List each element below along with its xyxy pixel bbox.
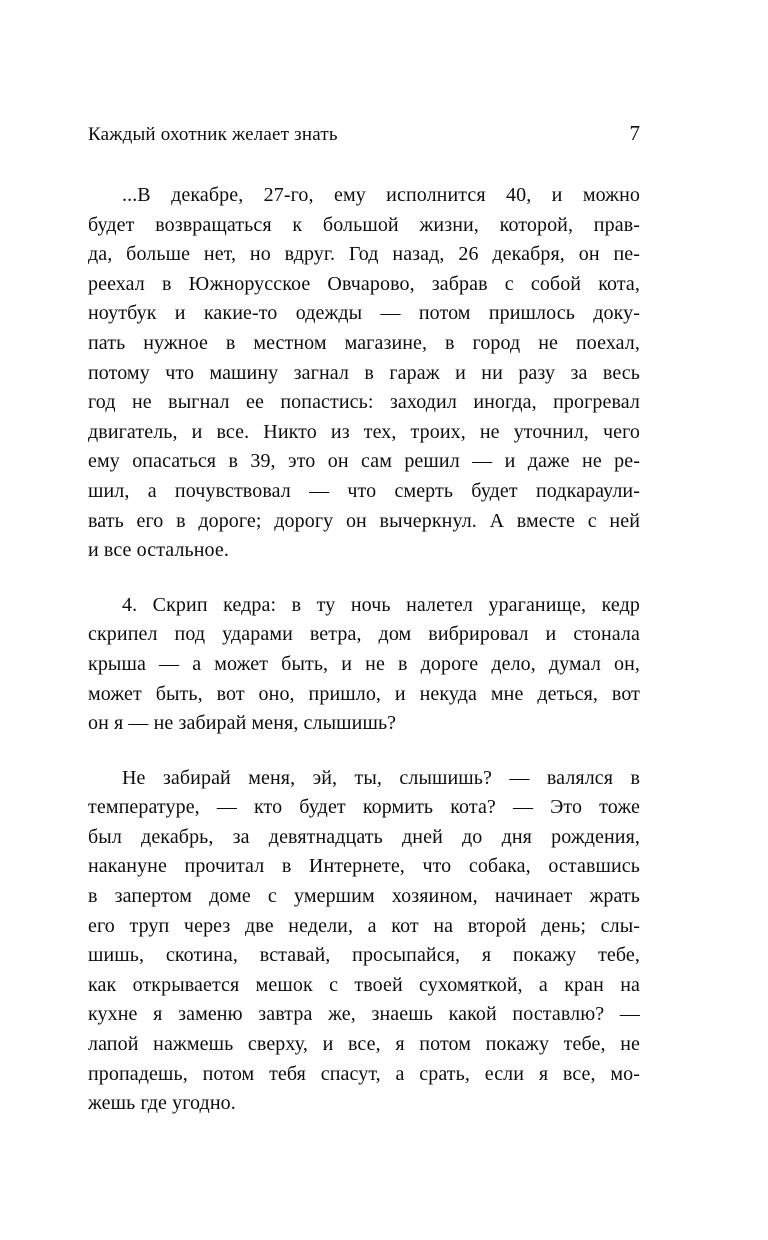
text-line: шишь, скотина, вставай, просыпайся, я покажу тебе, (88, 944, 640, 967)
text-line: реехал в Южнорусское Овчарово, забрав с собой кота, (88, 272, 640, 295)
text-line: и все остальное. (88, 539, 229, 562)
running-header (88, 121, 640, 146)
text-line: год не выгнал ее попастись: заходил иногда, прогревал (88, 391, 640, 414)
text-line: шил, а почувствовал — что смерть будет подкараули- (88, 479, 640, 502)
text-line: 4. Скрип кедра: в ту ночь налетел ураганище, кедр (122, 593, 640, 616)
text-line: потому что машину загнал в гараж и ни разу за весь (88, 361, 640, 384)
text-line: в запертом доме с умершим хозяином, начинает жрать (88, 885, 640, 908)
running-title: Каждый охотник желает знать (88, 124, 338, 145)
text-line: ноутбук и какие-то одежды — потом пришлось доку- (88, 302, 640, 325)
text-line: был декабрь, за девятнадцать дней до дня рождения, (88, 825, 640, 848)
paragraph (88, 181, 640, 566)
text-line: накануне прочитал в Интернете, что собака, оставшись (88, 855, 640, 878)
text-line: двигатель, и все. Никто из тех, троих, не уточнил, чего (88, 420, 640, 443)
text-line: кухне я заменю завтра же, знаешь какой поставлю? — (88, 1003, 640, 1026)
text-line: скрипел под ударами ветра, дом вибрировал и стонала (88, 623, 640, 646)
text-line: жешь где угодно. (88, 1092, 236, 1115)
text-line: пать нужное в местном магазине, в город не поехал, (88, 331, 640, 354)
paragraph (88, 591, 640, 739)
body-text (88, 181, 640, 1119)
text-line: вать его в дороге; дорогу он вычеркнул. А вместе с ней (88, 509, 640, 532)
text-line: лапой нажмешь сверху, и все, я потом покажу тебе, не (88, 1033, 640, 1056)
text-line: ему опасаться в 39, это он сам решил — и даже не ре- (88, 450, 640, 473)
text-line: может быть, вот оно, пришло, и некуда мне деться, вот (88, 682, 640, 705)
paragraph (88, 764, 640, 1119)
text-line: его труп через две недели, а кот на второй день; слы- (88, 914, 640, 937)
text-line: температуре, — кто будет кормить кота? — Это тоже (88, 796, 640, 819)
text-line: он я — не забирай меня, слышишь? (88, 712, 397, 735)
text-line: ...В декабре, 27-го, ему исполнится 40, и можно (122, 184, 640, 206)
page-number: 7 (629, 121, 640, 145)
text-line: будет возвращаться к большой жизни, которой, прав- (88, 213, 640, 236)
text-line: Не забирай меня, эй, ты, слышишь? — валялся в (122, 766, 640, 789)
text-line: пропадешь, потом тебя спасут, а срать, если я все, мо- (88, 1062, 640, 1085)
text-line: крыша — а может быть, и не в дороге дело, думал он, (88, 652, 640, 675)
text-line: как открывается мешок с твоей сухомяткой, а кран на (88, 973, 640, 996)
text-line: да, больше нет, но вдруг. Год назад, 26 декабря, он пе- (88, 243, 640, 266)
